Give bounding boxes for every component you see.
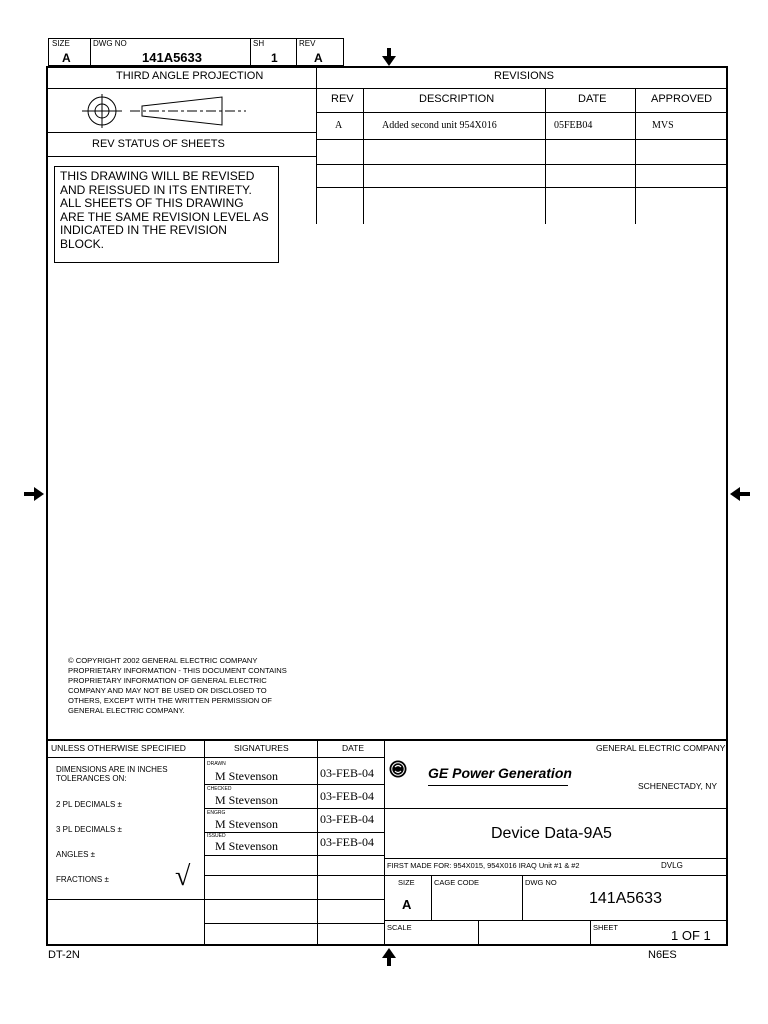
revision-notice (60, 170, 269, 252)
divider (428, 785, 568, 786)
copyright-line: © COPYRIGHT 2002 GENERAL ELECTRIC COMPANY (68, 656, 258, 665)
title-block-top-border (46, 739, 728, 741)
notice-line: AND REISSUED IN ITS ENTIRETY. (60, 182, 252, 197)
rev-status-label: REV STATUS OF SHEETS (92, 138, 225, 150)
scale-label: SCALE (387, 923, 412, 932)
divider (204, 875, 384, 876)
divider (635, 88, 636, 224)
size-label: SIZE (52, 39, 70, 48)
divider (384, 920, 728, 921)
revision-description-cell: Added second unit 954X016 (382, 120, 497, 131)
two-pl-decimals-label: 2 PL DECIMALS ± (56, 800, 122, 809)
date-header: DATE (342, 743, 365, 753)
divider (431, 875, 432, 920)
fractions-label: FRACTIONS ± (56, 875, 109, 884)
divider (204, 739, 205, 946)
divider (384, 875, 728, 876)
divider (46, 757, 384, 758)
divider (363, 88, 364, 224)
copyright-line: PROPRIETARY INFORMATION OF GENERAL ELECTRIC (68, 676, 267, 685)
divider (204, 923, 384, 924)
dwg-no-value: 141A5633 (142, 50, 202, 65)
revision-rev-cell: A (335, 120, 343, 131)
divider (316, 66, 317, 224)
divider (545, 88, 546, 224)
checked-label: CHECKED (207, 786, 232, 792)
divider (46, 88, 728, 89)
divider (296, 38, 297, 66)
three-pl-decimals-label: 3 PL DECIMALS ± (56, 825, 122, 834)
copyright-line: PROPRIETARY INFORMATION - THIS DOCUMENT CONTAINS (68, 666, 287, 675)
divider (204, 832, 384, 833)
left-center-arrow-icon (24, 487, 44, 501)
first-made-for: FIRST MADE FOR: 954X015, 954X016 IRAQ Unit #1 & #2 (387, 861, 580, 870)
footer-form-number: DT-2N (48, 949, 80, 961)
notice-line: ARE THE SAME REVISION LEVEL AS (60, 209, 269, 224)
title-size-value: A (402, 897, 412, 912)
top-center-arrow-icon (382, 48, 396, 66)
rev-label: REV (299, 39, 316, 48)
divider (316, 139, 728, 140)
copyright-notice (68, 656, 287, 716)
dwg-no-label: DWG NO (93, 39, 127, 48)
unless-specified-label: UNLESS OTHERWISE SPECIFIED (51, 743, 186, 753)
signatures-header: SIGNATURES (234, 743, 289, 753)
divider (316, 164, 728, 165)
cage-code-label: CAGE CODE (434, 878, 480, 887)
right-center-arrow-icon (730, 487, 750, 501)
approved-col-header: APPROVED (651, 93, 713, 105)
divider (250, 38, 251, 66)
tolerances-on-label: TOLERANCES ON: (56, 774, 127, 783)
engrg-signature: M Stevenson (215, 817, 278, 831)
check-mark: √ (175, 861, 191, 892)
sheet-label: SH (253, 39, 265, 48)
title-size-label: SIZE (398, 878, 415, 887)
notice-line: ALL SHEETS OF THIS DRAWING (60, 196, 244, 211)
drawn-label: DRAWN (207, 761, 226, 767)
divider (204, 808, 384, 809)
drawn-signature: M Stevenson (215, 769, 278, 783)
issued-signature: M Stevenson (215, 839, 278, 853)
title-dwg-no-value: 141A5633 (589, 890, 662, 907)
angles-label: ANGLES ± (56, 850, 96, 859)
issued-label: ISSUED (207, 833, 226, 839)
copyright-line: OTHERS, EXCEPT WITH THE WRITTEN PERMISSION OF (68, 696, 272, 705)
rev-col-header: REV (331, 93, 354, 105)
footer-code: N6ES (648, 949, 677, 961)
revision-date-cell: 05FEB04 (554, 120, 593, 131)
divider (384, 858, 728, 859)
notice-line: THIS DRAWING WILL BE REVISED (60, 169, 255, 183)
divider (384, 739, 385, 946)
divider (46, 899, 384, 900)
projection-title: THIRD ANGLE PROJECTION (116, 70, 264, 82)
engrg-date: 03-FEB-04 (320, 812, 374, 826)
third-angle-projection-icon (82, 94, 252, 128)
divider (204, 855, 384, 856)
divider (478, 920, 479, 946)
divider (46, 132, 316, 133)
bottom-center-arrow-icon (382, 948, 396, 966)
date-col-header: DATE (578, 93, 607, 105)
sheet-count: 1 OF 1 (671, 928, 711, 943)
ge-logo-icon (389, 760, 407, 778)
divider (590, 920, 591, 946)
engrg-label: ENGRG (207, 810, 226, 816)
drawing-title: Device Data-9A5 (491, 825, 612, 842)
divider (317, 739, 318, 946)
location: SCHENECTADY, NY (638, 781, 718, 791)
revisions-title: REVISIONS (494, 70, 554, 82)
copyright-line: GENERAL ELECTRIC COMPANY. (68, 706, 185, 715)
divider (522, 875, 523, 920)
revision-approved-cell: MVS (652, 120, 674, 131)
checked-date: 03-FEB-04 (320, 789, 374, 803)
size-value: A (62, 51, 71, 65)
drawn-date: 03-FEB-04 (320, 766, 374, 780)
notice-line: INDICATED IN THE REVISION (60, 223, 227, 238)
divider (90, 38, 91, 66)
divider (384, 808, 728, 809)
copyright-line: COMPANY AND MAY NOT BE USED OR DISCLOSED TO (68, 686, 267, 695)
sheet-label: SHEET (593, 923, 619, 932)
sheet-value: 1 (271, 51, 278, 65)
rev-value: A (314, 51, 323, 65)
checked-signature: M Stevenson (215, 793, 278, 807)
divider (316, 187, 728, 188)
division-name: GE Power Generation (428, 765, 572, 781)
signature-line (210, 784, 290, 785)
company-name: GENERAL ELECTRIC COMPANY (596, 743, 726, 753)
title-dwg-no-label: DWG NO (525, 878, 557, 887)
dimensions-label: DIMENSIONS ARE IN INCHES (56, 765, 168, 774)
description-col-header: DESCRIPTION (419, 93, 495, 105)
divider (316, 112, 728, 113)
dvlg-label: DVLG (661, 861, 683, 870)
notice-line: BLOCK. (60, 236, 105, 251)
divider (46, 156, 316, 157)
issued-date: 03-FEB-04 (320, 835, 374, 849)
